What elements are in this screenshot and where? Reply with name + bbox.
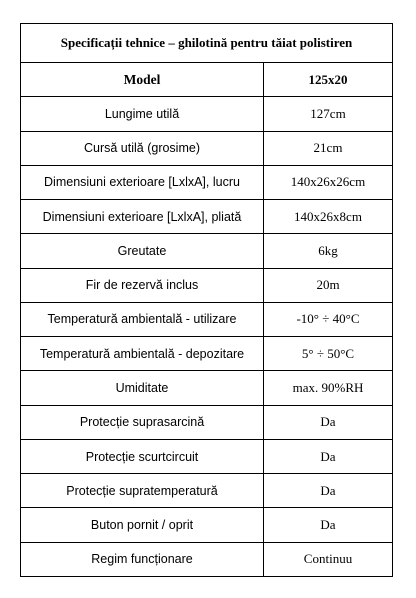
- row-param: Umiditate: [21, 371, 264, 404]
- row-param: Lungime utilă: [21, 97, 264, 130]
- row-value: Da: [320, 517, 336, 533]
- table-row: [21, 440, 392, 474]
- row-value: 21cm: [313, 140, 343, 156]
- row-param: Protecție suprasarcină: [21, 406, 264, 439]
- table-row: [21, 337, 392, 371]
- header-param: Model: [21, 63, 264, 96]
- row-param: Temperatură ambientală - depozitare: [21, 337, 264, 370]
- table-row: [21, 97, 392, 131]
- row-value: 5° ÷ 50°C: [301, 345, 355, 361]
- table-header-row: [21, 63, 392, 97]
- table-row: [21, 234, 392, 268]
- row-param: Temperatură ambientală - utilizare: [21, 303, 264, 336]
- row-value: 20m: [316, 277, 340, 293]
- table-row: [21, 474, 392, 508]
- table-row: [21, 303, 392, 337]
- spec-table: [20, 23, 393, 577]
- table-row: [21, 200, 392, 234]
- row-value: Da: [320, 414, 336, 430]
- row-value: max. 90%RH: [292, 380, 364, 396]
- row-value: Continuu: [303, 551, 353, 567]
- table-row: [21, 166, 392, 200]
- row-value: -10° ÷ 40°C: [296, 311, 360, 327]
- row-value: 140x26x26cm: [290, 174, 366, 190]
- row-param: Fir de rezervă inclus: [21, 269, 264, 302]
- row-param: Dimensiuni exterioare [LxlxA], lucru: [21, 166, 264, 199]
- row-param: Protecție supratemperatură: [21, 474, 264, 507]
- table-row: [21, 132, 392, 166]
- row-param: Cursă utilă (grosime): [21, 132, 264, 165]
- row-param: Regim funcționare: [21, 543, 264, 576]
- row-param: Protecție scurtcircuit: [21, 440, 264, 473]
- row-value: 140x26x8cm: [294, 208, 362, 224]
- row-value: Da: [320, 482, 336, 498]
- row-value: 127cm: [310, 105, 346, 121]
- table-row: [21, 508, 392, 542]
- table-row: [21, 406, 392, 440]
- header-value: 125x20: [308, 71, 348, 87]
- table-row: [21, 269, 392, 303]
- table-row: [21, 371, 392, 405]
- row-value: Da: [320, 448, 336, 464]
- row-param: Buton pornit / oprit: [21, 508, 264, 541]
- table-title: Specificații tehnice – ghilotină pentru tăiat polistiren: [21, 24, 392, 63]
- row-value: 6kg: [318, 242, 338, 258]
- table-row: [21, 543, 392, 576]
- row-param: Dimensiuni exterioare [LxlxA], pliată: [21, 200, 264, 233]
- row-param: Greutate: [21, 234, 264, 267]
